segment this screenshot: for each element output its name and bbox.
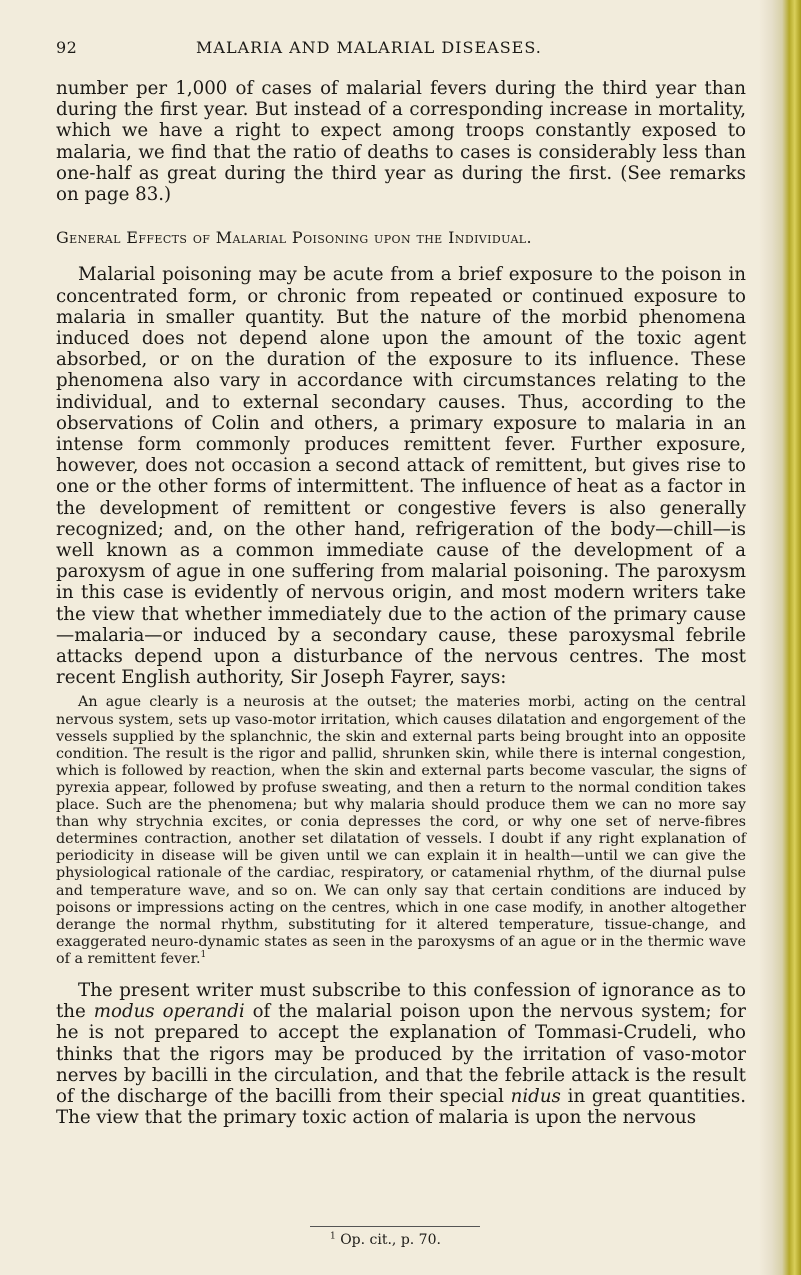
section-heading: General Effects of Malarial Poisoning upon the Individual. — [56, 228, 532, 248]
footnote-text: Op. cit., p. 70. — [340, 1232, 441, 1248]
paragraph-continued: number per 1,000 of cases of malarial fevers during the third year than during the first year. But instead of a corresponding increase in mortality, which we have a right to expect among troops constantly exposed to malaria, we find that the ratio of deaths to cases is considerably less than one-half as great during the third year as during the first. (See remarks on page 83.) — [56, 78, 746, 206]
page-number: 92 — [56, 38, 78, 57]
italic-term: nidus — [510, 1086, 561, 1107]
running-title: MALARIA AND MALARIAL DISEASES. — [196, 38, 542, 57]
paragraph-malarial-poisoning: Malarial poisoning may be acute from a brief exposure to the poison in concentrated form, or chronic from repeated or continued exposure to malaria in smaller quantity. But the nature of the morbid phenomena induced does not depend alone upon the amount of the toxic agent absorbed, or on the duration of the exposure to its influence. These phenomena also vary in accordance with circumstances relating to the individual, and to external secondary causes. Thus, according to the observations of Colin and others, a primary exposure to malaria in an intense form commonly produces remittent fever. Further exposure, however, does not occasion a second attack of remittent, but gives rise to one or the other forms of intermittent. The influence of heat as a factor in the development of remittent or congestive fevers is also generally recognized; and, on the other hand, refrigeration of the body—chill—is well known as a common immediate cause of the development of a paroxysm of ague in one suffering from malarial poisoning. The paroxysm in this case is evidently of nervous origin, and most modern writers take the view that whether immediately due to the action of the primary cause—malaria—or induced by a secondary cause, these paroxysmal febrile attacks depend upon a disturbance of the nervous centres. The most recent English authority, Sir Joseph Fayrer, says: — [56, 264, 746, 689]
block-quote — [56, 694, 746, 968]
italic-term: modus operandi — [93, 1001, 245, 1023]
paragraph-present-writer — [56, 980, 746, 1128]
body-text — [56, 78, 746, 1128]
footnote-marker: 1 — [330, 1231, 336, 1242]
quote-text: An ague clearly is a neurosis at the outset; the materies morbi, acting on the central nervous system, sets up vaso-motor irritation, which causes dilatation and engorgement of the vessels supplied by the splanchnic, the skin and external parts being brought into an opposite condition. The result is the rigor and pallid, shrunken skin, while there is internal congestion, which is followed by reaction, when the skin and external parts become vascular, the signs of pyrexia appear, followed by profuse sweating, and then a return to the normal condition takes place. Such are the phenomena; but why malaria should produce them we can no more say than why strychnia excites, or conia depresses the cord, or why one set of nerve-fibres determines contraction, another set dilatation of vessels. I doubt if any right explanation of periodicity in disease will be given until we can explain it in health—until we can give the physiological rationale of the cardiac, respiratory, or catamenial rhythm, of the diurnal pulse and temperature wave, and so on. We can only say that certain conditions are induced by poisons or impressions acting on the centres, which in one case modify, in another altogether derange the normal rhythm, substituting for it altered temperature, tissue-change, and exaggerated neuro-dynamic states as seen in the paroxysms of an ague or in the thermic wave of a remittent fever. — [56, 694, 746, 967]
text-run: in great quantities. The view that the primary toxic action of malaria is upon the nervous — [56, 1086, 746, 1129]
footnote-reference: 1 — [200, 950, 207, 961]
page-edge — [759, 0, 801, 1275]
text-run: of the malarial poison upon the nervous system; for he is not prepared to accept the explanation of Tommasi-Crudeli, who thinks that the rigors may be produced by the irritation of vaso-motor nerves by bacilli in the circulation, and that the febrile attack is the result of the discharge of the bacilli from their special — [56, 1001, 747, 1107]
text-run: The present writer must subscribe to this confession of ignorance as to the — [56, 979, 746, 1023]
page-header — [56, 38, 746, 62]
footnote — [330, 1232, 441, 1248]
footnote-rule — [310, 1226, 480, 1227]
